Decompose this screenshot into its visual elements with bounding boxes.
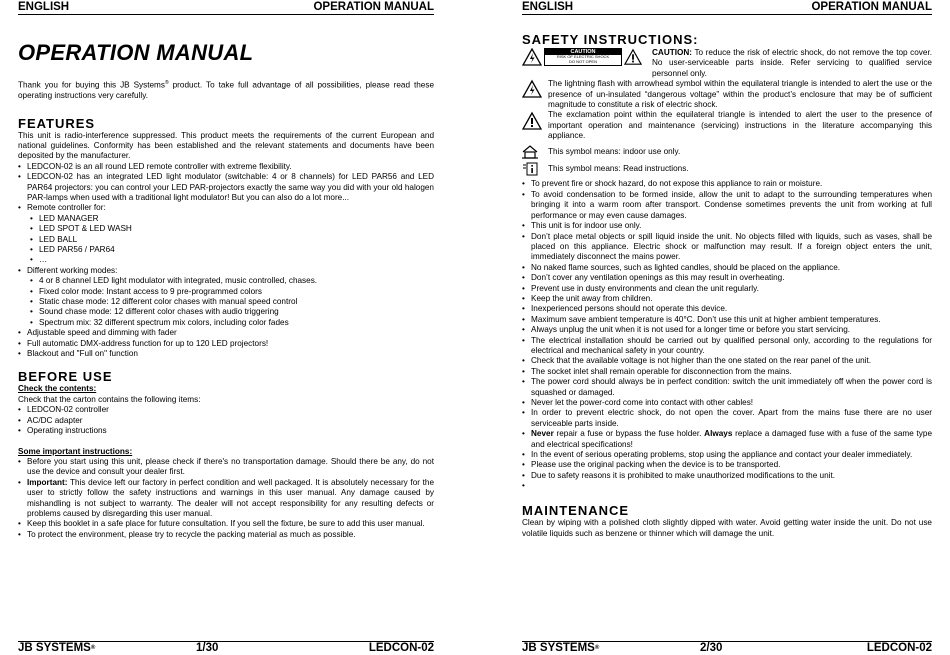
list-item: • Don’t place metal objects or spill liquid inside the unit. No objects filled with liquids, such as vases, shall be placed on this appliance. Electric shock or malfunction may result. If a foreign object enters the unit, immediately disconnect the mains power.: [522, 232, 932, 263]
exclamation-icon: [522, 110, 542, 132]
list-item: • To prevent fire or shock hazard, do not expose this appliance to rain or moisture.: [522, 179, 932, 189]
list-item: • LED SPOT & LED WASH: [18, 224, 434, 234]
list-item: • Operating instructions: [18, 426, 434, 436]
list-item: • LEDCON-02 controller: [18, 405, 434, 415]
contents-list: [18, 405, 434, 436]
footer-page-number: 1/30: [196, 642, 219, 654]
list-item: • Prevent use in dusty environments and clean the unit regularly.: [522, 284, 932, 294]
exclamation-symbol-row: [522, 110, 932, 141]
page-right: [522, 0, 932, 654]
page-header: [522, 0, 932, 15]
safety-list: [522, 179, 932, 491]
list-item: • No naked flame sources, such as lighted candles, should be placed on the appliance.: [522, 263, 932, 273]
modes-label-list: [18, 266, 434, 276]
list-item: • Before you start using this unit, please check if there's no transportation damage. Should there be any, do not use the device and consult your dealer first.: [18, 457, 434, 478]
features-list: [18, 162, 434, 214]
house-icon: [522, 145, 538, 159]
footer-model: LEDCON-02: [368, 642, 434, 654]
list-item: • LEDCON-02 has an integrated LED light modulator (switchable: 4 or 8 channels) for LED PAR56 and LED PAR64 projectors: you can control your LED PAR-projectors exactly the same way you did with your old halogen PAR-lamps when used with a traditional light modulator! But you can also do a lot more...: [18, 172, 434, 203]
maintenance-heading: MAINTENANCE: [522, 503, 630, 519]
header-title: OPERATION MANUAL: [811, 1, 932, 13]
safety-heading: SAFETY INSTRUCTIONS:: [522, 32, 699, 47]
page-left: [18, 0, 434, 654]
header-title: OPERATION MANUAL: [313, 1, 434, 13]
list-item: • Spectrum mix: 32 different spectrum mix colors, including color fades: [18, 318, 434, 328]
list-item: • Check that the available voltage is not higher than the one stated on the rear panel of the unit.: [522, 356, 932, 366]
caution-text: CAUTION: To reduce the risk of electric shock, do not remove the top cover. No user-serviceable parts inside. Refer servicing to qualified service personnel only.: [652, 48, 932, 78]
exclamation-text: The exclamation point within the equilateral triangle is intended to alert the user to the presence of important operation and maintenance (servicing) instructions in the literature accompanying this appliance.: [548, 110, 932, 141]
list-item: • Different working modes:: [18, 266, 434, 276]
list-item: • LED PAR56 / PAR64: [18, 245, 434, 255]
maintenance-text: Clean by wiping with a polished cloth slightly dipped with water. Avoid getting water inside the unit. Do not use volatile liquids such as benzene or thinner which will damage the unit.: [522, 518, 932, 538]
list-item: • LED MANAGER: [18, 214, 434, 224]
indoor-icon-cell: [522, 145, 548, 162]
intro-text: Thank you for buying this JB Systems® product. To take full advantage of all possibilities, please read these operating instructions very carefully.: [18, 80, 434, 101]
caution-label: CAUTION RISK OF ELECTRIC SHOCK DO NOT OPEN: [544, 48, 622, 66]
list-item: • Please use the original packing when the device is to be transported.: [522, 460, 932, 470]
exclamation-icon-cell: [522, 110, 548, 135]
list-item: [522, 481, 932, 491]
check-contents-text: Check that the carton contains the following items:: [18, 394, 201, 404]
list-item: • Keep this booklet in a safe place for future consultation. If you sell the fixture, be sure to add this user manual.: [18, 519, 434, 529]
list-item: • Never repair a fuse or bypass the fuse holder. Always replace a damaged fuse with a fuse of the same type and electrical specifications!: [522, 429, 932, 450]
read-instructions-icon: [522, 162, 540, 176]
list-item: • Due to safety reasons it is prohibited to make unauthorized modifications to the unit.: [522, 471, 932, 481]
list-item: • Don’t cover any ventilation openings as this may result in overheating.: [522, 273, 932, 283]
list-item: • LED BALL: [18, 235, 434, 245]
lightning-icon: [522, 79, 542, 99]
more-features-list: [18, 328, 434, 359]
features-text: This unit is radio-interference suppressed. This product meets the requirements of the current European and national guidelines. Conformity has been established and the relevant statements and documents have been deposited by the manufacturer.: [18, 130, 434, 161]
main-title: OPERATION MANUAL: [18, 40, 254, 65]
list-item: • Important: This device left our factory in perfect condition and well packaged. It is absolutely necessary for the user to strictly follow the safety instructions and warnings in this user manual. Any damage caused by mishandling is not subject to warranty. The dealer will not accept responsibility for any resulting defects or problems caused by disregarding this user manual.: [18, 478, 434, 520]
before-use-heading: BEFORE USE: [18, 369, 113, 385]
list-item: • Never let the power-cord come into contact with other cables!: [522, 398, 932, 408]
list-item: • This unit is for indoor use only.: [522, 221, 932, 231]
exclamation-warning-icon: [624, 48, 642, 66]
list-item: • Blackout and "Full on" function: [18, 349, 434, 359]
list-item: • …: [18, 255, 434, 265]
footer-page-number: 2/30: [700, 642, 723, 654]
read-icon-cell: [522, 162, 548, 179]
list-item: • The electrical installation should be carried out by qualified personal only, according to the regulations for electrical and mechanical safety in your country.: [522, 336, 932, 357]
list-item: • Fixed color mode: Instant access to 9 pre-programmed colors: [18, 287, 434, 297]
list-item: • Maximum save ambient temperature is 40°C. Don’t use this unit at higher ambient temperatures.: [522, 315, 932, 325]
list-item: • To protect the environment, please try to recycle the packing material as much as possible.: [18, 530, 434, 540]
page-header: [18, 0, 434, 15]
list-item: • Remote controller for:: [18, 203, 434, 213]
footer-brand: JB SYSTEMS®: [522, 642, 600, 654]
lightning-symbol-row: [522, 79, 932, 110]
lightning-warning-icon: [522, 48, 542, 66]
page-footer: [522, 641, 932, 655]
list-item: • Always unplug the unit when it is not used for a longer time or before you start servicing.: [522, 325, 932, 335]
indoor-symbol-row: [522, 145, 932, 162]
list-item: • In order to prevent electric shock, do not open the cover. Apart from the mains fuse there are no user serviceable parts inside.: [522, 408, 932, 429]
list-item: • 4 or 8 channel LED light modulator with integrated, music controlled, chases.: [18, 276, 434, 286]
modes-list: [18, 276, 434, 328]
list-item: • Static chase mode: 12 different color chases with manual speed control: [18, 297, 434, 307]
read-symbol-row: [522, 162, 932, 179]
caution-label-graphic: [522, 48, 652, 66]
list-item: • AC/DC adapter: [18, 416, 434, 426]
footer-brand: JB SYSTEMS®: [18, 642, 96, 654]
remote-list: [18, 214, 434, 266]
important-instructions-heading: Some important instructions:: [18, 446, 133, 456]
read-text: This symbol means: Read instructions.: [548, 164, 689, 174]
list-item: • To avoid condensation to be formed inside, allow the unit to adapt to the surrounding temperatures when bringing it into a warm room after transport. Condense sometimes prevents the unit from working at full performance or may even cause damages.: [522, 190, 932, 221]
indoor-text: This symbol means: indoor use only.: [548, 146, 681, 156]
lightning-icon-cell: [522, 79, 548, 102]
caution-block: [522, 48, 932, 79]
page-footer: [18, 641, 434, 655]
list-item: • Sound chase mode: 12 different color chases with audio triggering: [18, 307, 434, 317]
check-contents-heading: Check the contents:: [18, 384, 97, 394]
list-item: • In the event of serious operating problems, stop using the appliance and contact your dealer immediately.: [522, 450, 932, 460]
features-heading: FEATURES: [18, 115, 96, 131]
right-content: [522, 32, 932, 539]
list-item: • Full automatic DMX-address function for up to 120 LED projectors!: [18, 339, 434, 349]
lightning-text: The lightning flash with arrowhead symbol within the equilateral triangle is intended to alert the use or the presence of un-insulated “dangerous voltage” within the product’s enclosure that may be of sufficient magnitude to constitute a risk of electric shock.: [548, 79, 932, 110]
header-language: ENGLISH: [18, 1, 70, 13]
list-item: • Adjustable speed and dimming with fader: [18, 328, 434, 338]
list-item: • The power cord should always be in perfect condition: switch the unit immediately off when the power cord is squashed or damaged.: [522, 377, 932, 398]
list-item: • Keep the unit away from children.: [522, 294, 932, 304]
important-list: [18, 457, 434, 540]
list-item: • LEDCON-02 is an all round LED remote controller with extreme flexibility.: [18, 162, 434, 172]
list-item: • Inexperienced persons should not operate this device.: [522, 304, 932, 314]
header-language: ENGLISH: [522, 1, 574, 13]
footer-model: LEDCON-02: [866, 642, 932, 654]
left-content: [18, 40, 434, 540]
list-item: • The socket inlet shall remain operable for disconnection from the mains.: [522, 367, 932, 377]
